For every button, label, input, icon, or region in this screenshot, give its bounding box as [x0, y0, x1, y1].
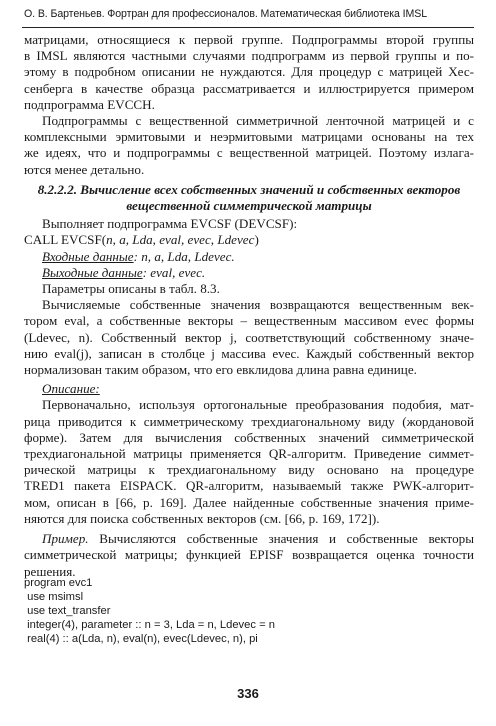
text-line: Пример. Вычисляются собственные значения и собственные векторы	[42, 531, 474, 547]
text-line: матрицами, относящиеся к первой группе. Подпрограммы второй группы	[24, 32, 474, 47]
text-line: нормализован таким образом, что его евклидова длина равна единице.	[24, 362, 417, 378]
example-label: Пример.	[42, 531, 89, 547]
text-line: нию eval(j), записан в столбце j массива evec. Каждый собственный вектор	[24, 345, 474, 361]
text-line: подпрограмма EVCCH.	[24, 96, 155, 112]
text-line: Первоначально, используя ортогональные преобразования подобия, мат-	[42, 397, 474, 413]
text-line: (Ldevec, n). Собственный вектор j, соответствующий собственному значе-	[24, 329, 474, 345]
input-data-line: Входные данные: n, a, Lda, Ldevec.	[42, 248, 235, 264]
paragraph-hessenberg	[24, 32, 474, 113]
text-line: решения.	[24, 563, 76, 579]
text-line: трехдиагональной матрицы применяется QR-алгоритм. Приведение симмет-	[24, 446, 474, 462]
section-heading-line: вещественной симметрической матрицы	[126, 198, 372, 214]
text-line: комплексными эрмитовыми и неэрмитовыми матрицами основаны на тех	[24, 129, 474, 145]
description-heading: Описание:	[42, 381, 100, 397]
params-line: Параметры описаны в табл. 8.3.	[42, 281, 220, 297]
page-number: 336	[237, 686, 259, 701]
code-line: real(4) :: a(Lda, n), eval(n), evec(Ldevec, n), pi	[24, 633, 258, 645]
output-label: Выходные данные	[42, 264, 143, 280]
text-line: рической матрицы к трехдиагональному виду основано на процедуре	[24, 462, 474, 478]
runs-line: Выполняет подпрограмма EVCSF (DEVCSF):	[42, 216, 298, 232]
text-line: Подпрограммы с вещественной симметричной ленточной матрицей и с	[42, 113, 474, 129]
page-body	[24, 32, 474, 580]
paragraph-results	[24, 297, 474, 378]
text-line: тором eval, а собственные векторы – вещественным массивом evec формы	[24, 313, 474, 329]
text-line: рица приводится к симметрическому трехдиагональному виду (жордановой	[24, 413, 474, 429]
text-line: сенберга в качестве образца рассматривается и иллюстрируется примером	[24, 80, 474, 96]
section-heading-line: 8.2.2.2. Вычисление всех собственных значений и собственных векторов	[37, 181, 461, 197]
text-line: же идеях, что и подпрограммы с вещественной матрицей. Поэтому излага-	[24, 145, 474, 161]
text-line: мом, описан в [66, p. 169]. Далее найденные собственные значения приме-	[24, 494, 474, 510]
text-line: этому в подробном описании не нуждаются. Для процедур с матрицей Хес-	[24, 64, 474, 80]
paragraph-band-hermitian	[24, 113, 474, 178]
input-label: Входные данные	[42, 248, 134, 264]
text-line: симметрической матрицы; функцией EPISF возвращается оценка точности	[24, 547, 474, 563]
code-line: integer(4), parameter :: n = 3, Lda = n, Ldevec = n	[24, 619, 275, 631]
text-line: Вычисляемые собственные значения возвращаются вещественным век-	[42, 297, 474, 313]
text-line: няются для поиска собственных векторов (см. [66, p. 169, 172]).	[24, 510, 380, 526]
paragraph-description	[24, 397, 474, 527]
output-data-line: Выходные данные: eval, evec.	[42, 264, 206, 280]
code-line: use text_transfer	[24, 605, 111, 617]
text-line: форме). Затем для вычисления собственных значений симметрической	[24, 429, 474, 445]
running-head: О. В. Бартеньев. Фортран для профессионалов. Математическая библиотека IMSL	[24, 8, 428, 20]
code-line: program evc1	[24, 577, 93, 589]
call-signature: CALL EVCSF(n, a, Lda, eval, evec, Ldevec)	[24, 232, 259, 248]
code-listing	[24, 576, 275, 646]
code-line: use msimsl	[24, 591, 84, 603]
header-rule	[22, 27, 474, 28]
paragraph-example	[24, 531, 474, 580]
section-heading	[24, 182, 474, 214]
text-line: в IMSL являются частными случаями подпрограмм из первой группы и по-	[24, 48, 474, 64]
text-line: TRED1 пакета EISPACK. QR-алгоритм, называемый также PWK-алгорит-	[24, 478, 474, 494]
text-line: ются менее детально.	[24, 161, 145, 177]
